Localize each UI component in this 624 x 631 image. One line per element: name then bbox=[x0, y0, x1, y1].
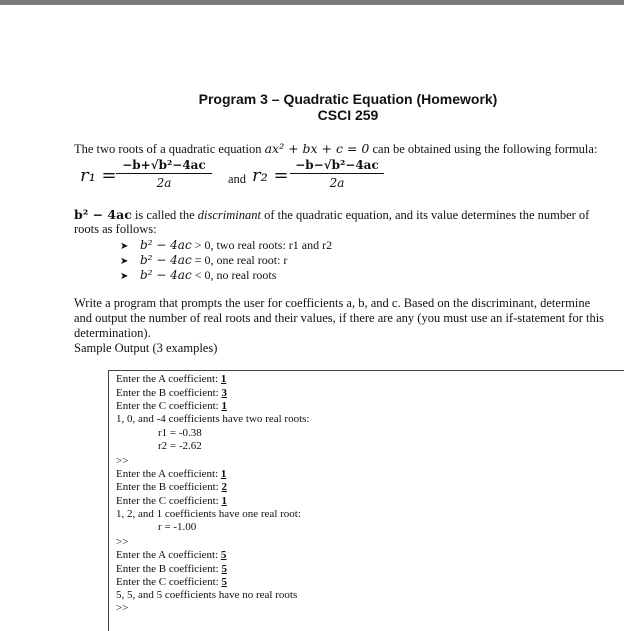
discriminant-term: b² − 4ac bbox=[74, 207, 132, 222]
ex1-prompt-c: Enter the C coefficient: 1 bbox=[116, 400, 227, 412]
r1-fraction bbox=[116, 157, 212, 192]
ex3-prompt-a: Enter the A coefficient: 5 bbox=[116, 549, 227, 561]
ex3-result: 5, 5, and 5 coefficients have no real roots bbox=[116, 589, 298, 601]
intro-paragraph: The two roots of a quadratic equation ax² + bx + c = 0 can be obtained using the following formula: bbox=[74, 141, 598, 156]
case-no-roots: ➤ b² − 4ac < 0, no real roots bbox=[120, 268, 277, 282]
quadratic-equation: ax² + bx + c = 0 bbox=[264, 141, 370, 156]
ex2-root: r = -1.00 bbox=[158, 521, 197, 533]
ex1-result: 1, 0, and -4 coefficients have two real roots: bbox=[116, 413, 310, 425]
r2-numerator: −b−√b²−4ac bbox=[290, 157, 384, 174]
ex1-r1: r1 = -0.38 bbox=[158, 427, 202, 439]
top-border bbox=[0, 0, 624, 5]
ex2-prompt-b: Enter the B coefficient: 2 bbox=[116, 481, 227, 493]
arrow-bullet-icon: ➤ bbox=[120, 241, 129, 252]
arrow-bullet-icon: ➤ bbox=[120, 271, 129, 282]
ex1-prompt-a: Enter the A coefficient: 1 bbox=[116, 373, 227, 385]
ex1-prompt-b: Enter the B coefficient: 3 bbox=[116, 387, 227, 399]
r1-label: r₁ = bbox=[80, 165, 117, 186]
task-line-2: and output the number of real roots and their values, if there are any (you must use an if-statement for this bbox=[74, 311, 605, 325]
ex1-r2: r2 = -2.62 bbox=[158, 440, 202, 452]
ex2-shell-prompt: >> bbox=[116, 536, 129, 548]
ex3-shell-prompt: >> bbox=[116, 602, 129, 614]
discriminant-paragraph-line2: roots as follows: bbox=[74, 222, 157, 236]
arrow-bullet-icon: ➤ bbox=[120, 256, 129, 267]
r1-numerator: −b+√b²−4ac bbox=[116, 157, 212, 174]
and-label: and bbox=[228, 172, 247, 186]
r2-denominator: 2a bbox=[329, 176, 345, 190]
case-one-root: ➤ b² − 4ac = 0, one real root: r bbox=[120, 253, 288, 267]
ex2-prompt-c: Enter the C coefficient: 1 bbox=[116, 495, 227, 507]
r2-fraction bbox=[290, 157, 384, 192]
ex3-prompt-c: Enter the C coefficient: 5 bbox=[116, 576, 227, 588]
course-code: CSCI 259 bbox=[317, 107, 379, 123]
ex2-prompt-a: Enter the A coefficient: 1 bbox=[116, 468, 227, 480]
discriminant-paragraph: b² − 4ac is called the discriminant of the quadratic equation, and its value determines the number of bbox=[74, 207, 590, 222]
task-line-3: determination). bbox=[74, 326, 151, 340]
page-title: Program 3 – Quadratic Equation (Homework) bbox=[198, 91, 498, 107]
case-two-roots: ➤ b² − 4ac > 0, two real roots: r1 and r2 bbox=[120, 238, 333, 252]
ex3-prompt-b: Enter the B coefficient: 5 bbox=[116, 563, 227, 575]
ex1-shell-prompt: >> bbox=[116, 455, 129, 467]
ex2-result: 1, 2, and 1 coefficients have one real root: bbox=[116, 508, 301, 520]
r2-label: r₂ = bbox=[252, 165, 289, 186]
r1-denominator: 2a bbox=[156, 176, 172, 190]
task-line-1: Write a program that prompts the user for coefficients a, b, and c. Based on the discriminant, determine bbox=[74, 296, 591, 310]
sample-output-heading: Sample Output (3 examples) bbox=[74, 341, 218, 355]
